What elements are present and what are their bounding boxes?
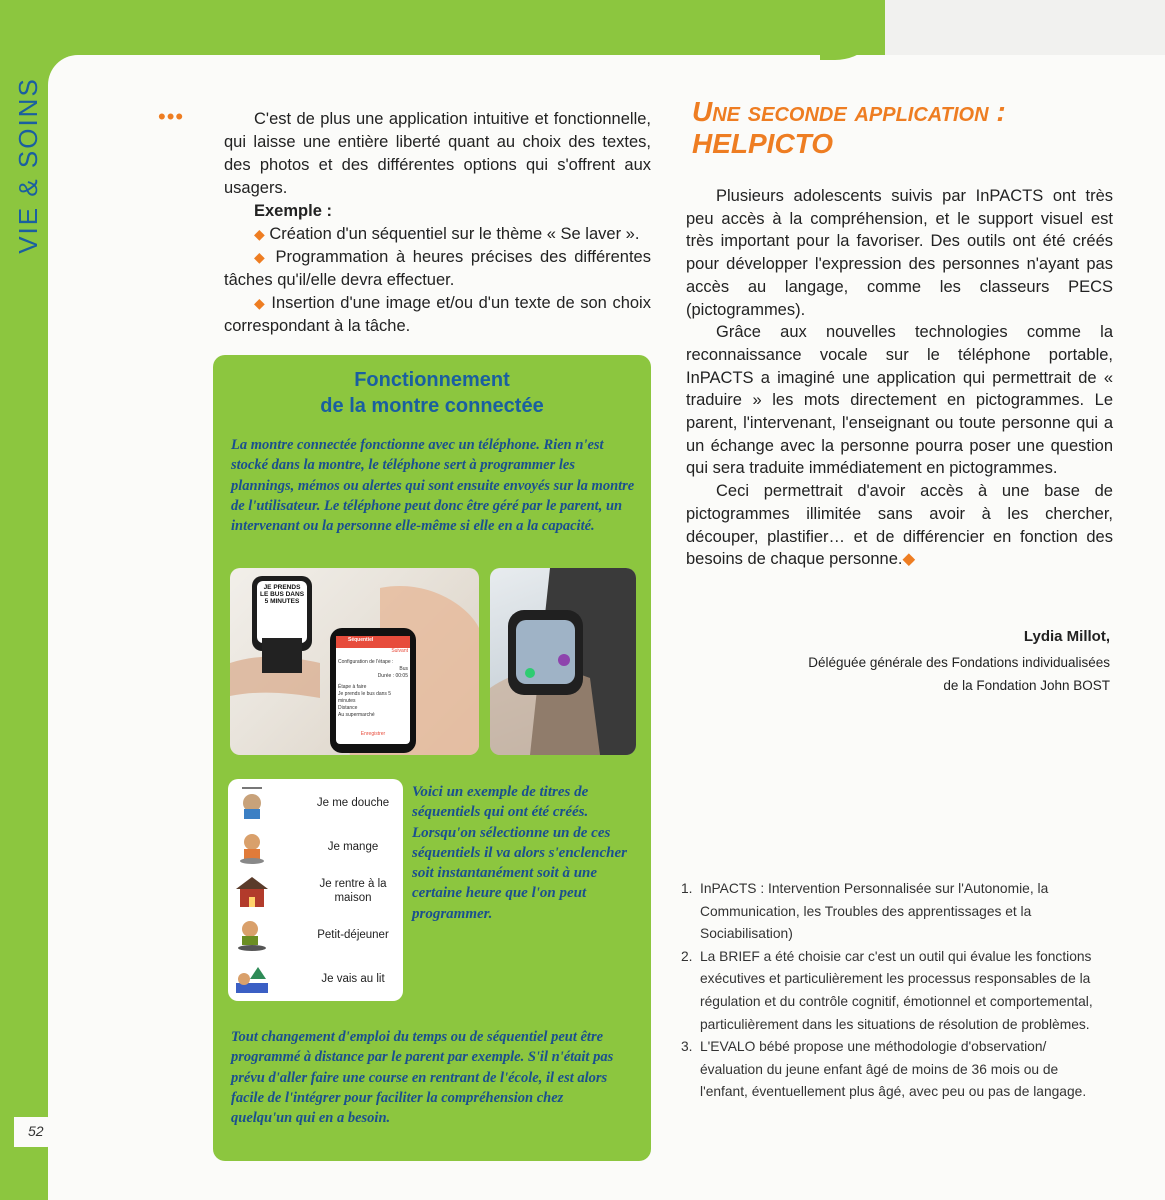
footnote xyxy=(676,878,1101,946)
example-bullet xyxy=(224,292,651,338)
diamond-bullet-icon: ◆ xyxy=(254,226,265,242)
body-paragraph: Grâce aux nouvelles technologies comme la reconnaissance vocale sur le téléphone portable, InPACTS a imaginé une application qui permettrait de « traduire » les mots directement en pictogrammes. Le parent, l'intervenant, l'enseignant ou toute personne qui a un échange avec la personne pourra poser une question qui sera traduite immédiatement en pictogrammes. xyxy=(686,323,1113,478)
footnote-text: InPACTS : Intervention Personnalisée sur l'Autonomie, la Communication, les Troubles des apprentissages et la Sociabilisation) xyxy=(700,881,1049,942)
sequence-item-label: Je rentre à la maison xyxy=(319,878,387,904)
footnote-number: 3. xyxy=(681,1039,693,1055)
signature-role-line1: Déléguée générale des Fondations individualisées xyxy=(808,655,1110,670)
shower-icon xyxy=(234,785,270,821)
watch-screen-text: JE PRENDS LE BUS DANS 5 MINUTES xyxy=(259,584,305,605)
example-bullet-text: Insertion d'une image et/ou d'un texte de son choix correspondant à la tâche. xyxy=(224,294,651,335)
sequence-item xyxy=(228,957,403,1001)
example-bullet-text: Programmation à heures précises des différentes tâches qu'il/elle devra effectuer. xyxy=(224,248,651,289)
body-paragraph: Plusieurs adolescents suivis par InPACTS ont très peu accès à la compréhension, et le support visuel est très important pour la favoriser. Des outils ont été créés pour développer l'expression des personnes n'ayant pas accès au langage, comme les classeurs PECS (pictogrammes). xyxy=(686,187,1113,319)
photo-watch-and-phone xyxy=(230,568,479,755)
page-number: 52 xyxy=(28,1123,44,1139)
eating-icon xyxy=(234,829,270,865)
section-title-line2: HELPICTO xyxy=(692,128,834,159)
bed-icon xyxy=(234,961,270,997)
example-label: Exemple : xyxy=(254,202,332,220)
phone-next-label: Suivant xyxy=(391,648,408,654)
sequence-item xyxy=(228,781,403,825)
sequence-item-label: Petit-déjeuner xyxy=(317,929,389,941)
facing-page-edge xyxy=(885,0,1165,60)
phone-step-label: Étape à faire xyxy=(338,684,367,690)
footnote-text: L'EVALO bébé propose une méthodologie d'observation/ évaluation du jeune enfant âgé de moins de 36 mois ou de l'enfant, éventuellement plus âgé, avec peu ou pas de langage. xyxy=(700,1039,1087,1100)
house-icon xyxy=(234,873,270,909)
orange-dots-marker: ••• xyxy=(158,104,185,129)
box-title-line1: Fonctionnement xyxy=(354,369,510,391)
phone-duration: Durée : 00:05 xyxy=(377,673,408,679)
signature-role-line2: de la Fondation John BOST xyxy=(943,678,1110,693)
example-bullet xyxy=(224,246,651,292)
sequence-item xyxy=(228,913,403,957)
footnote xyxy=(676,1036,1101,1104)
footnote-number: 2. xyxy=(681,948,693,964)
section-label-text: VIE & SOINS xyxy=(12,76,43,254)
breakfast-icon xyxy=(234,917,270,953)
phone-config-label: Configuration de l'étape : xyxy=(338,659,394,665)
example-bullet-text: Création d'un séquentiel sur le thème « Se laver ». xyxy=(269,225,640,243)
diamond-bullet-icon: ◆ xyxy=(254,249,268,265)
intro-paragraph: C'est de plus une application intuitive et fonctionnelle, qui laisse une entière liberté quant au choix des textes, des photos et des différentes options qui s'offrent aux usagers. xyxy=(224,110,651,197)
section-label xyxy=(8,60,48,270)
box-paragraph-1: La montre connectée fonctionne avec un téléphone. Rien n'est stocké dans la montre, le téléphone sert à programmer les plannings, mémos ou alertes qui sont ensuite envoyés sur la montre de l'utilisateur. Le téléphone peut donc être géré par le parent, un intervenant ou la personne elle-même si elle en a la capacité. xyxy=(231,437,635,535)
footnote xyxy=(676,946,1101,1036)
phone-screen xyxy=(338,637,408,738)
body-paragraph xyxy=(686,480,1113,571)
signature-name: Lydia Millot, xyxy=(1023,628,1110,645)
phone-save-label: Enregistrer xyxy=(360,731,386,737)
box-title-line2: de la montre connectée xyxy=(320,395,544,417)
box-title xyxy=(213,367,651,419)
photo-watch-on-wrist-illustration xyxy=(490,568,636,755)
sequence-item xyxy=(228,869,403,913)
body-paragraph-text: Ceci permettrait d'avoir accès à une base de pictogrammes illimitée sans avoir à les chercher, découper, plastifier… et de différencier en fonction des besoins de chaque personne. xyxy=(686,482,1113,569)
right-body-text xyxy=(686,185,1113,571)
intro-text xyxy=(224,108,651,338)
phone-distance-label: Distance xyxy=(338,705,358,711)
section-title-line1: Une seconde application : xyxy=(692,96,1006,127)
signature-role xyxy=(700,651,1110,697)
page-number-tab xyxy=(14,1117,62,1147)
footnotes xyxy=(676,878,1101,1104)
sequence-item-label: Je mange xyxy=(327,841,379,853)
sequence-item-label: Je me douche xyxy=(316,797,390,809)
diamond-bullet-icon: ◆ xyxy=(254,295,266,311)
phone-step-value: Je prends le bus dans 5 minutes xyxy=(338,691,392,704)
footnote-number: 1. xyxy=(681,881,693,896)
sequence-explanation: Voici un exemple de titres de séquentiels qui ont été créés. Lorsqu'on sélectionne un de ces séquentiels il va alors s'enclencher soit instantanément soit à une certaine heure que l'on peut programmer. xyxy=(412,784,627,922)
section-title xyxy=(692,96,1092,160)
photo-watch-on-wrist xyxy=(490,568,636,755)
footnote-text: La BRIEF a été choisie car c'est un outil qui évalue les fonctions exécutives et particulièrement les processus responsables de la régulation et du contrôle cognitif, émotionnel et comportemental, particulièrement dans les situations de résolution de problèmes. xyxy=(700,948,1093,1032)
sequence-list-card xyxy=(228,779,403,1001)
sequence-item-label: Je vais au lit xyxy=(321,973,385,985)
phone-bus-label: Bus xyxy=(399,666,408,672)
end-diamond-icon: ◆ xyxy=(902,550,916,569)
phone-distance-value: Au supermarché xyxy=(338,712,375,718)
example-bullet xyxy=(224,223,651,246)
info-box-smartwatch xyxy=(213,355,651,1161)
box-paragraph-2: Tout changement d'emploi du temps ou de séquentiel peut être programmé à distance par le parent par exemple. S'il n'était pas prévu d'aller faire une course en rentrant de l'école, il est alors facile de l'intégrer pour faciliter la compréhension chez quelqu'un qui en a besoin. xyxy=(231,1029,614,1127)
sequence-item xyxy=(228,825,403,869)
phone-header: Séquentiel xyxy=(348,637,374,643)
